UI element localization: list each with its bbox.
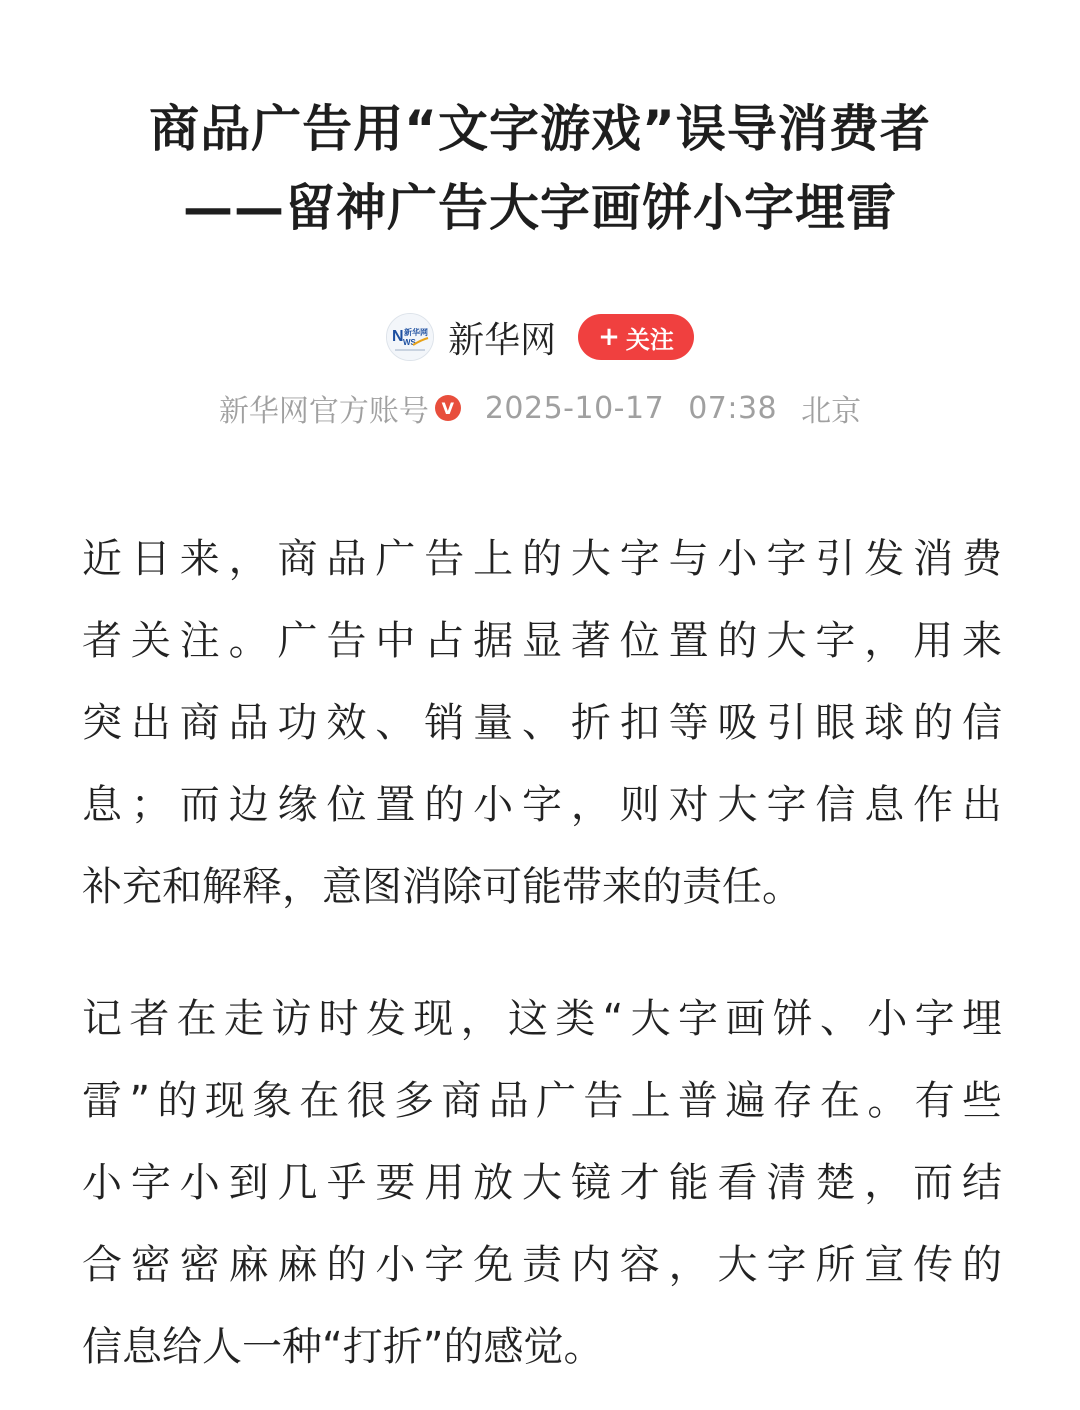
source-name[interactable]: 新华网	[448, 319, 557, 361]
paragraph-line: 突出商品功效、销量、折扣等吸引眼球的信	[82, 700, 1002, 746]
paragraph-line: 补充和解释，意图消除可能带来的责任。	[82, 864, 802, 910]
plus-icon: +	[598, 322, 620, 352]
svg-text:N: N	[392, 328, 404, 345]
svg-text:WS: WS	[403, 338, 416, 347]
verified-badge-icon: V	[435, 395, 461, 421]
account-label[interactable]: 新华网官方账号	[218, 394, 429, 429]
paragraph-line: 合密密麻麻的小字免责内容，大字所宣传的	[82, 1242, 1002, 1288]
article-paragraph-1	[82, 518, 1002, 928]
paragraph-line: 近日来，商品广告上的大字与小字引发消费	[82, 536, 1002, 582]
publish-date: 2025-10-17	[484, 390, 665, 426]
paragraph-line: 雷”的现象在很多商品广告上普遍存在。有些	[82, 1078, 1002, 1124]
paragraph-line: 记者在走访时发现，这类“大字画饼、小字埋	[82, 996, 1002, 1042]
article-title-line-1: 商品广告用“文字游戏”误导消费者	[149, 100, 931, 158]
svg-text:新华网: 新华网	[404, 328, 429, 337]
paragraph-line: 小字小到几乎要用放大镜才能看清楚，而结	[82, 1160, 1002, 1206]
paragraph-line: 者关注。广告中占据显著位置的大字，用来	[82, 618, 1002, 664]
paragraph-line: 息；而边缘位置的小字，则对大字信息作出	[82, 782, 1002, 828]
publish-location: 北京	[801, 394, 862, 429]
paragraph-line: 信息给人一种“打折”的感觉。	[82, 1324, 604, 1370]
follow-button[interactable]	[578, 314, 694, 360]
source-header	[0, 307, 1080, 367]
article-title-line-2: ——留神广告大字画饼小字埋雷	[183, 179, 897, 237]
article-meta	[0, 386, 1080, 430]
article-paragraph-2	[82, 978, 1002, 1388]
publish-time: 07:38	[688, 390, 778, 426]
follow-label: 关注	[625, 325, 674, 354]
xinhuanet-logo-icon[interactable]	[386, 313, 434, 361]
